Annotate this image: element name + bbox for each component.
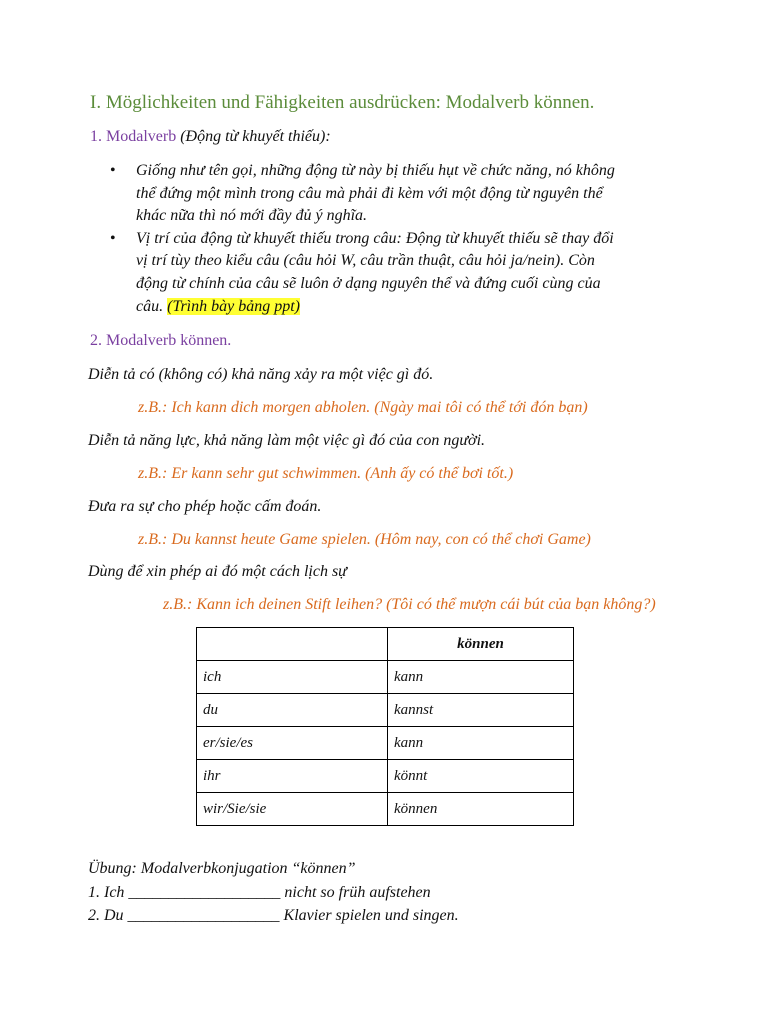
bullet-last-text: câu. [136,297,164,315]
table-row [197,760,574,793]
usage-example: z.B.: Ich kann dich morgen abholen. (Ngày mai tôi có thể tới đón bạn) [138,399,588,416]
table-row [197,661,574,694]
table-header-cell [197,628,388,661]
pronoun-cell: er/sie/es [197,727,388,760]
section-1-title [90,128,331,146]
pronoun-cell: wir/Sie/sie [197,793,388,826]
verb-form-cell: kannst [388,694,574,727]
exercise-item: 1. Ich ___________________ nicht so früh aufstehen [88,884,431,901]
bullet-line: thể đứng một mình trong câu mà phải đi kèm với một động từ nguyên thể [136,184,603,202]
bullet-item [106,228,686,318]
section-1-label: 1. Modalverb [90,128,177,145]
bullet-line: Giống như tên gọi, những động từ này bị thiếu hụt về chức năng, nó không [136,162,615,179]
usage-text: Dùng để xin phép ai đó một cách lịch sự [88,563,347,580]
section-2-title: 2. Modalverb können. [90,332,232,349]
verb-form-cell: kann [388,661,574,694]
pronoun-cell: ich [197,661,388,694]
bullet-line [136,296,686,319]
bullet-list [106,160,686,318]
table-row [197,727,574,760]
usage-text: Đưa ra sự cho phép hoặc cấm đoán. [88,498,322,515]
bullet-line: động từ chính của câu sẽ luôn ở dạng nguyên thể và đứng cuối cùng của [136,274,601,292]
exercise-title: Übung: Modalverbkonjugation “können” [88,860,356,877]
table-row [197,793,574,826]
table-header-cell: können [388,628,574,661]
bullet-line: Vị trí của động từ khuyết thiếu trong câu: Động từ khuyết thiếu sẽ thay đổi [136,229,614,247]
document-heading: I. Möglichkeiten und Fähigkeiten ausdrücken: Modalverb können. [90,92,595,113]
verb-form-cell: können [388,793,574,826]
table-row [197,694,574,727]
section-1-note: (Động từ khuyết thiếu): [180,128,331,145]
bullet-line: khác nữa thì nó mới đầy đủ ý nghĩa. [136,207,368,225]
pronoun-cell: ihr [197,760,388,793]
bullet-dot-icon: • [110,162,116,179]
table-header-row [197,628,574,661]
verb-form-cell: könnt [388,760,574,793]
highlighted-note: (Trình bày bảng ppt) [167,297,300,315]
usage-example: z.B.: Kann ich deinen Stift leihen? (Tôi có thể mượn cái bút của bạn không?) [163,596,656,613]
usage-example: z.B.: Du kannst heute Game spielen. (Hôm nay, con có thể chơi Game) [138,531,591,548]
pronoun-cell: du [197,694,388,727]
usage-example: z.B.: Er kann sehr gut schwimmen. (Anh ấy có thể bơi tốt.) [138,465,514,482]
bullet-line: vị trí tùy theo kiểu câu (câu hỏi W, câu trần thuật, câu hỏi ja/nein). Còn [136,252,595,270]
bullet-dot-icon: • [110,229,116,247]
exercise-item: 2. Du ___________________ Klavier spielen und singen. [88,907,459,924]
bullet-item [106,160,686,228]
verb-form-cell: kann [388,727,574,760]
conjugation-table [196,627,574,826]
usage-text: Diễn tả năng lực, khả năng làm một việc gì đó của con người. [88,432,486,449]
usage-text: Diễn tả có (không có) khả năng xảy ra một việc gì đó. [88,366,434,383]
